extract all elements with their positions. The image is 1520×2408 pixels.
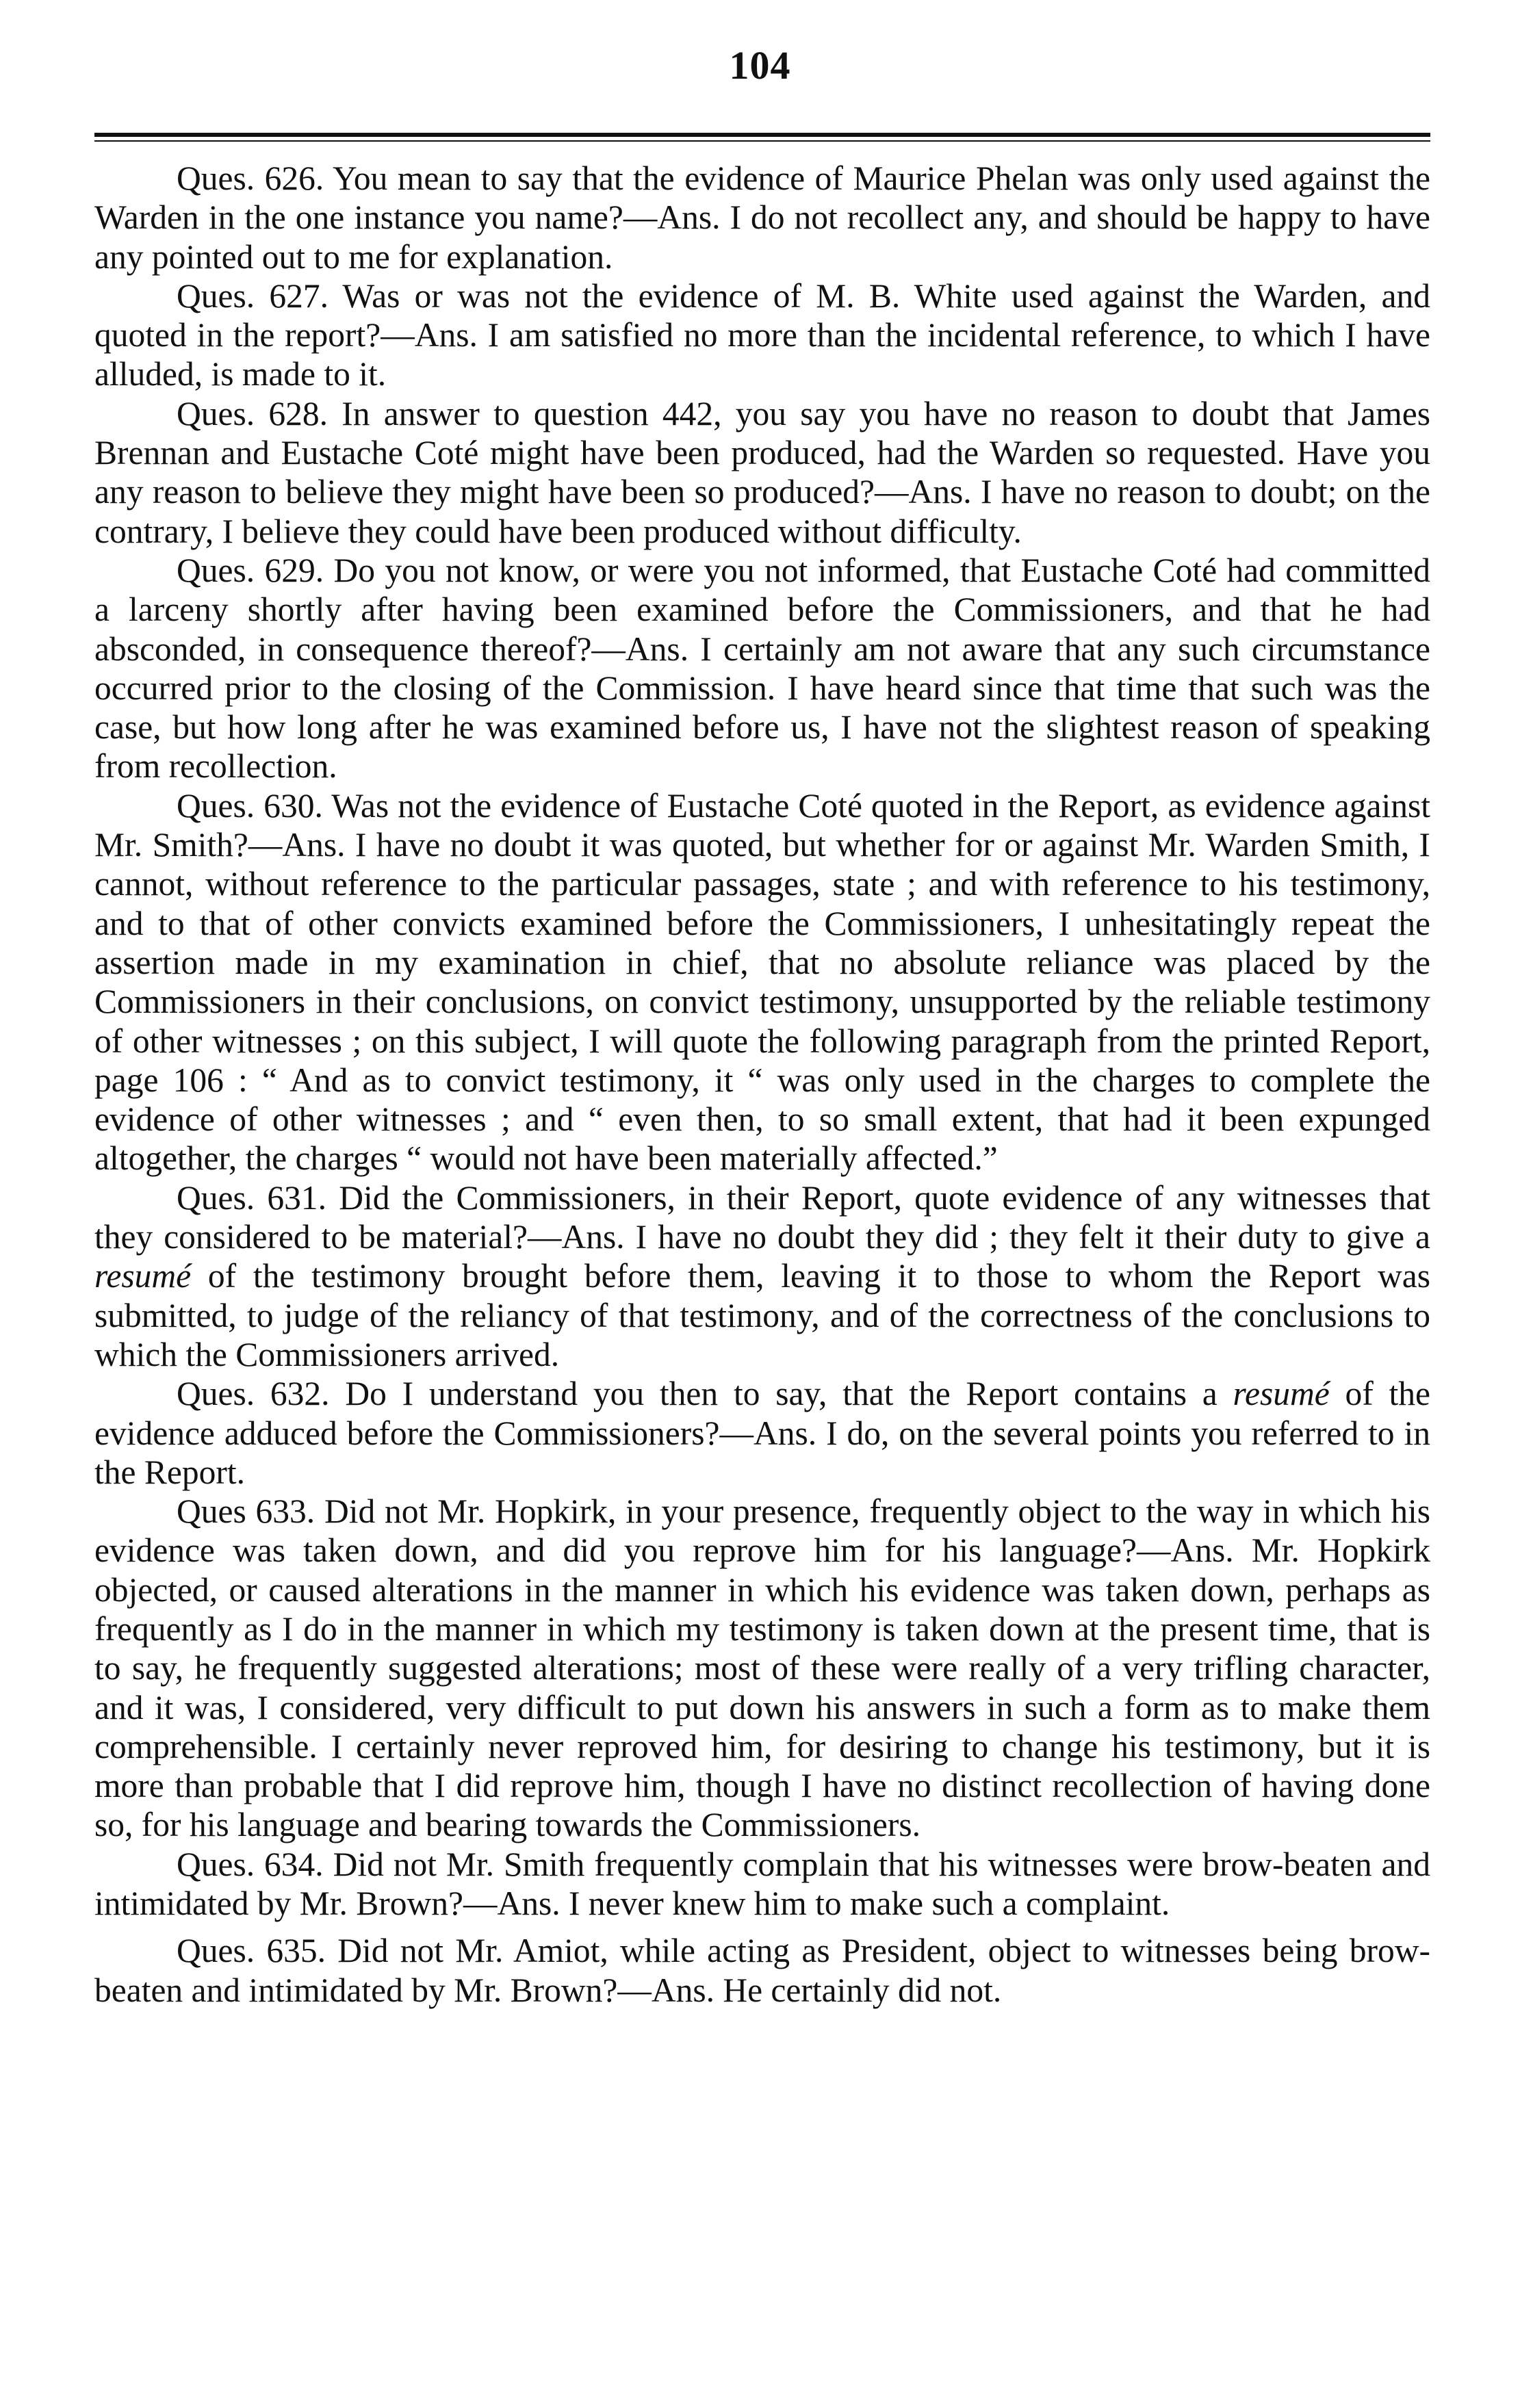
header-rule-thin — [94, 140, 1430, 142]
question-630: Ques. 630. Was not the evidence of Eustache Coté quoted in the Report, as evidence against Mr. Smith?—Ans. I have no doubt it was quoted, but whether for or against Mr. Warden Smith, I cannot, without reference to the particular passages, state ; and with reference to his testimony, and to that of other convicts examined before the Commissioners, I unhesitatingly repeat the assertion made in my examination in chief, that no absolute reliance was placed by the Commissioners in their conclusions, on convict testimony, unsupported by the reliable testimony of other witnesses ; on this subject, I will quote the following paragraph from the printed Report, page 106 : “ And as to convict testimony, it “ was only used in the charges to complete the evidence of other witnesses ; and “ even then, to so small extent, that had it been expunged altogether, the charges “ would not have been materially affected.” — [94, 786, 1430, 1178]
question-633: Ques 633. Did not Mr. Hopkirk, in your presence, frequently object to the way in which his evidence was taken down, and did you reprove him for his language?—Ans. Mr. Hopkirk objected, or caused alterations in the manner in which his evidence was taken down, perhaps as frequently as I do in the manner in which my testimony is taken down at the present time, that is to say, he frequently suggested alterations; most of these were really of a very trifling character, and it was, I considered, very difficult to put down his answers in such a form as to make them comprehensible. I certainly never reproved him, for desiring to change his testimony, but it is more than probable that I did reprove him, though I have no distinct recollection of having done so, for his language and bearing towards the Commissioners. — [94, 1492, 1430, 1844]
testimony-body — [94, 159, 1430, 2010]
question-631 — [94, 1178, 1430, 1374]
question-631-emphasis: resumé — [94, 1257, 192, 1295]
question-632 — [94, 1374, 1430, 1492]
question-632-text-a: Ques. 632. Do I understand you then to say, that the Report contains a — [177, 1375, 1233, 1413]
question-635: Ques. 635. Did not Mr. Amiot, while acting as President, object to witnesses being brow-beaten and intimidated by Mr. Brown?—Ans. He certainly did not. — [94, 1932, 1430, 2009]
question-631-text-a: Ques. 631. Did the Commissioners, in their Report, quote evidence of any witnesses that they considered to be material?—Ans. I have no doubt they did ; they felt it their duty to give a — [94, 1178, 1430, 1256]
question-634: Ques. 634. Did not Mr. Smith frequently complain that his witnesses were brow-beaten and intimidated by Mr. Brown?—Ans. I never knew him to make such a complaint. — [94, 1845, 1430, 1923]
question-631-text-b: of the testimony brought before them, leaving it to those to whom the Report was submitted, to judge of the reliancy of that testimony, and of the correctness of the conclusions to which the Commissioners arrived. — [94, 1257, 1430, 1373]
question-628: Ques. 628. In answer to question 442, you say you have no reason to doubt that James Brennan and Eustache Coté might have been produced, had the Warden so requested. Have you any reason to believe they might have been so produced?—Ans. I have no reason to doubt; on the contrary, I believe they could have been produced without difficulty. — [94, 394, 1430, 550]
header-rule-thick — [94, 133, 1430, 137]
question-629: Ques. 629. Do you not know, or were you not informed, that Eustache Coté had committed a larceny shortly after having been examined before the Commissioners, and that he had absconded, in consequence thereof?—Ans. I certainly am not aware that any such circumstance occurred prior to the closing of the Commission. I have heard since that time that such was the case, but how long after he was examined before us, I have not the slightest reason of speaking from recollection. — [94, 551, 1430, 786]
question-632-text-b: of the evidence adduced before the Commissioners?—Ans. I do, on the several points you referred to in the Report. — [94, 1375, 1430, 1491]
question-627: Ques. 627. Was or was not the evidence of M. B. White used against the Warden, and quoted in the report?—Ans. I am satisfied no more than the incidental reference, to which I have alluded, is made to it. — [94, 276, 1430, 393]
page-number: 104 — [729, 43, 791, 88]
question-632-emphasis: resumé — [1233, 1375, 1330, 1413]
question-626: Ques. 626. You mean to say that the evidence of Maurice Phelan was only used against the Warden in the one instance you name?—Ans. I do not recollect any, and should be happy to have any pointed out to me for explanation. — [94, 159, 1430, 276]
